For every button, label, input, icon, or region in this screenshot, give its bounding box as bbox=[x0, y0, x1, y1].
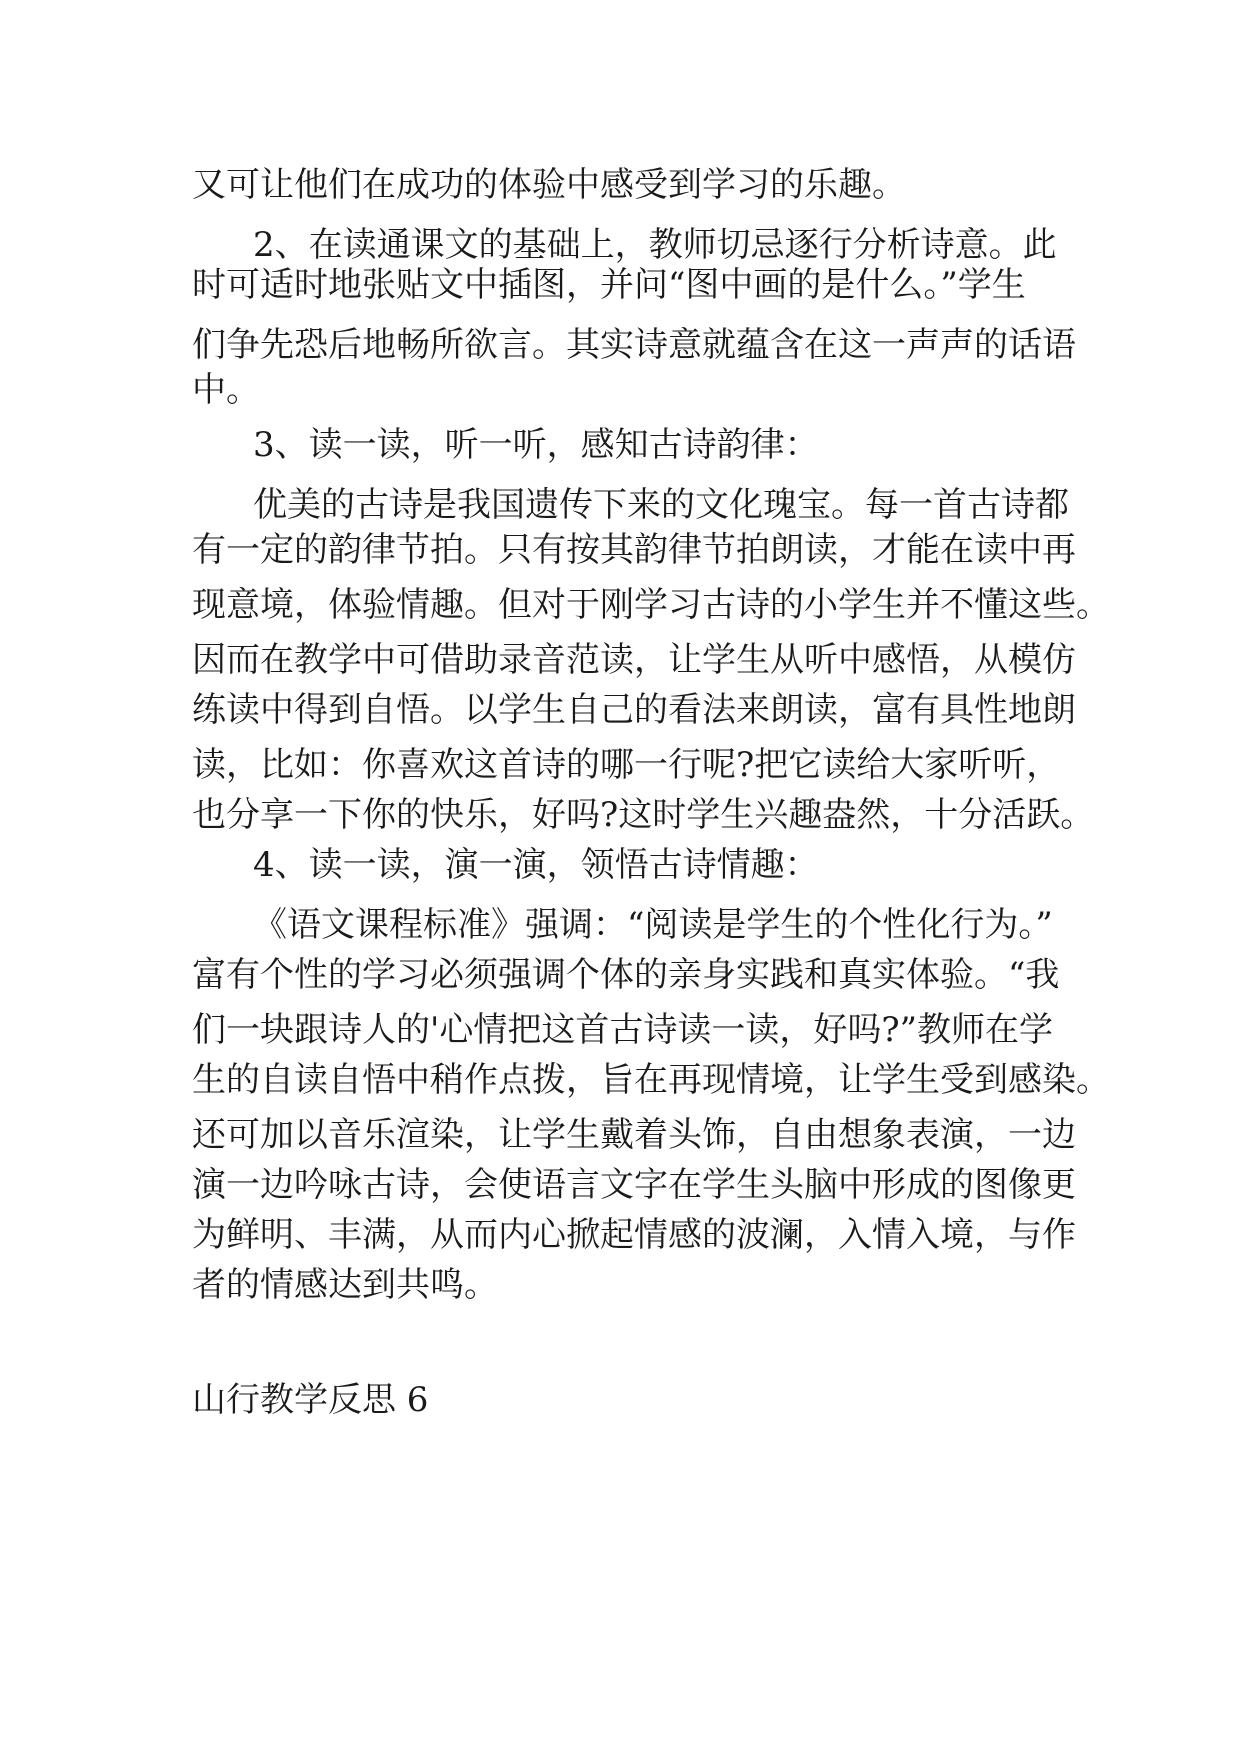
paragraph-line: 《语文课程标准》强调：“阅读是学生的个性化行为。” bbox=[253, 905, 1053, 945]
paragraph-line: 们一块跟诗人的'心情把这首古诗读一读，好吗?”教师在学 bbox=[192, 1010, 1053, 1050]
section-title: 山行教学反思 6 bbox=[192, 1380, 429, 1420]
subheading-line: 4、读一读，演一演，领悟古诗情趣： bbox=[253, 845, 819, 885]
subheading-line: 3、读一读，听一听，感知古诗韵律： bbox=[253, 425, 819, 465]
paragraph-line: 时可适时地张贴文中插图，并问“图中画的是什么。”学生 bbox=[192, 265, 1026, 305]
paragraph-line: 优美的古诗是我国遗传下来的文化瑰宝。每一首古诗都 bbox=[253, 485, 1069, 525]
paragraph-line: 生的自读自悟中稍作点拨，旨在再现情境，让学生受到感染。 bbox=[192, 1060, 1110, 1100]
paragraph-line: 有一定的韵律节拍。只有按其韵律节拍朗读，才能在读中再 bbox=[192, 530, 1076, 570]
paragraph-line: 们争先恐后地畅所欲言。其实诗意就蕴含在这一声声的话语 bbox=[192, 325, 1076, 365]
paragraph-line: 富有个性的学习必须强调个体的亲身实践和真实体验。“我 bbox=[192, 955, 1060, 995]
paragraph-line: 因而在教学中可借助录音范读，让学生从听中感悟，从模仿 bbox=[192, 640, 1076, 680]
paragraph-line: 练读中得到自悟。以学生自己的看法来朗读，富有具性地朗 bbox=[192, 690, 1076, 730]
paragraph-line: 还可加以音乐渲染，让学生戴着头饰，自由想象表演，一边 bbox=[192, 1115, 1076, 1155]
paragraph-line: 为鲜明、丰满，从而内心掀起情感的波澜，入情入境，与作 bbox=[192, 1215, 1076, 1255]
paragraph-line: 现意境，体验情趣。但对于刚学习古诗的小学生并不懂这些。 bbox=[192, 585, 1110, 625]
paragraph-line: 2、在读通课文的基础上，教师切忌逐行分析诗意。此 bbox=[253, 225, 1057, 265]
paragraph-line: 也分享一下你的快乐，好吗?这时学生兴趣盎然，十分活跃。 bbox=[192, 795, 1095, 835]
paragraph-line: 读，比如：你喜欢这首诗的哪一行呢?把它读给大家听听， bbox=[192, 745, 1061, 785]
paragraph-line: 者的情感达到共鸣。 bbox=[192, 1265, 498, 1305]
paragraph-line: 演一边吟咏古诗，会使语言文字在学生头脑中形成的图像更 bbox=[192, 1165, 1076, 1205]
paragraph-line: 又可让他们在成功的体验中感受到学习的乐趣。 bbox=[192, 165, 906, 205]
paragraph-line: 中。 bbox=[192, 370, 260, 410]
